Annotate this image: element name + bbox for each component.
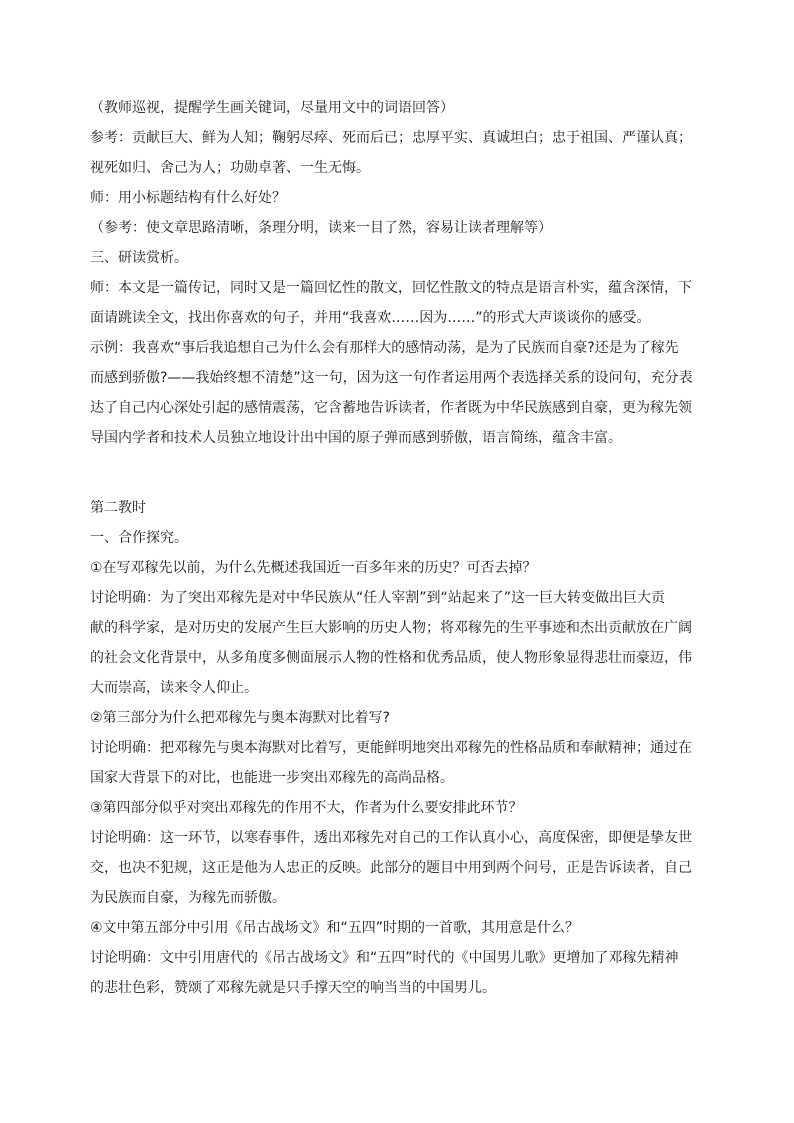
answer-line: 交，也决不犯规，这正是他为人忠正的反映。此部分的题目中用到两个问号，正是告诉读者，自己	[90, 860, 692, 876]
example-line: 示例：我喜欢“事后我追想自己为什么会有那样大的感情动荡，是为了民族而自豪?还是为了稼先	[90, 340, 679, 356]
teacher-intro-line: 面请跳读全文，找出你喜欢的句子，并用“我喜欢……因为……”的形式大声谈谈你的感受。	[90, 310, 651, 326]
answer-line: 为民族而自豪，为稼先而骄傲。	[90, 890, 286, 906]
reference-answer: （参考：使文章思路清晰，条理分明，读来一目了然，容易让读者理解等）	[90, 220, 552, 236]
document-page	[90, 96, 705, 1000]
section-heading: 三、研读赏析。	[90, 250, 188, 266]
question-4: ④文中第五部分中引用《吊古战场文》和“五四”时期的一首歌，其用意是什么？	[90, 920, 580, 936]
question-1: ①在写邓稼先以前，为什么先概述我国近一百多年来的历史？可否去掉？	[90, 560, 537, 576]
answer-line: 国家大背景下的对比，也能进一步突出邓稼先的高尚品格。	[90, 770, 454, 786]
answer-line: 讨论明确：为了突出邓稼先是对中华民族从“任人宰割”到“站起来了”这一巨大转变做出巨大贡	[90, 590, 666, 606]
example-line: 达了自己内心深处引起的感情震荡，它含蓄地告诉读者，作者既为中华民族感到自豪，更为稼先领	[90, 400, 692, 416]
teacher-hint: （教师巡视，提醒学生画关键词，尽量用文中的词语回答）	[90, 100, 454, 116]
answer-line: 献的科学家，是对历史的发展产生巨大影响的历史人物；将邓稼先的生平事迹和杰出贡献放在广阔	[90, 620, 692, 636]
answer-line: 的悲壮色彩，赞颂了邓稼先就是只手撑天空的响当当的中国男儿。	[90, 980, 496, 996]
teacher-intro-line: 师：本文是一篇传记，同时又是一篇回忆性的散文，回忆性散文的特点是语言朴实，蕴含深情，下	[90, 280, 692, 296]
answer-line: 的社会文化背景中，从多角度多侧面展示人物的性格和优秀品质，使人物形象显得悲壮而豪迈，伟	[90, 650, 692, 666]
reference-line: 参考：贡献巨大、鲜为人知；鞠躬尽瘁、死而后已；忠厚平实、真诚坦白；忠于祖国、严谨认真；	[90, 130, 692, 146]
answer-line: 讨论明确：把邓稼先与奥本海默对比着写，更能鲜明地突出邓稼先的性格品质和奉献精神；通过在	[90, 740, 692, 756]
question-3: ③第四部分似乎对突出邓稼先的作用不大，作者为什么要安排此环节？	[90, 800, 523, 816]
reference-line: 视死如归、舍己为人；功勋卓著、一生无悔。	[90, 160, 370, 176]
teacher-question: 师：用小标题结构有什么好处？	[90, 190, 286, 206]
answer-line: 讨论明确：文中引用唐代的《吊古战场文》和“五四”时代的《中国男儿歌》更增加了邓稼先精神	[90, 950, 679, 966]
section-heading: 一、合作探究。	[90, 530, 188, 546]
example-line: 导国内学者和技术人员独立地设计出中国的原子弹而感到骄傲，语言简练，蕴含丰富。	[90, 430, 622, 446]
question-2: ②第三部分为什么把邓稼先与奥本海默对比着写?	[90, 710, 390, 726]
lesson-heading: 第二教时	[90, 500, 146, 516]
answer-line: 大而崇高，读来令人仰止。	[90, 680, 258, 696]
example-line: 而感到骄傲?——我始终想不清楚”这一句，因为这一句作者运用两个表选择关系的设问句，充分表	[90, 370, 693, 386]
answer-line: 讨论明确：这一环节，以寒春事件，透出邓稼先对自己的工作认真小心，高度保密，即便是挚友世	[90, 830, 692, 846]
